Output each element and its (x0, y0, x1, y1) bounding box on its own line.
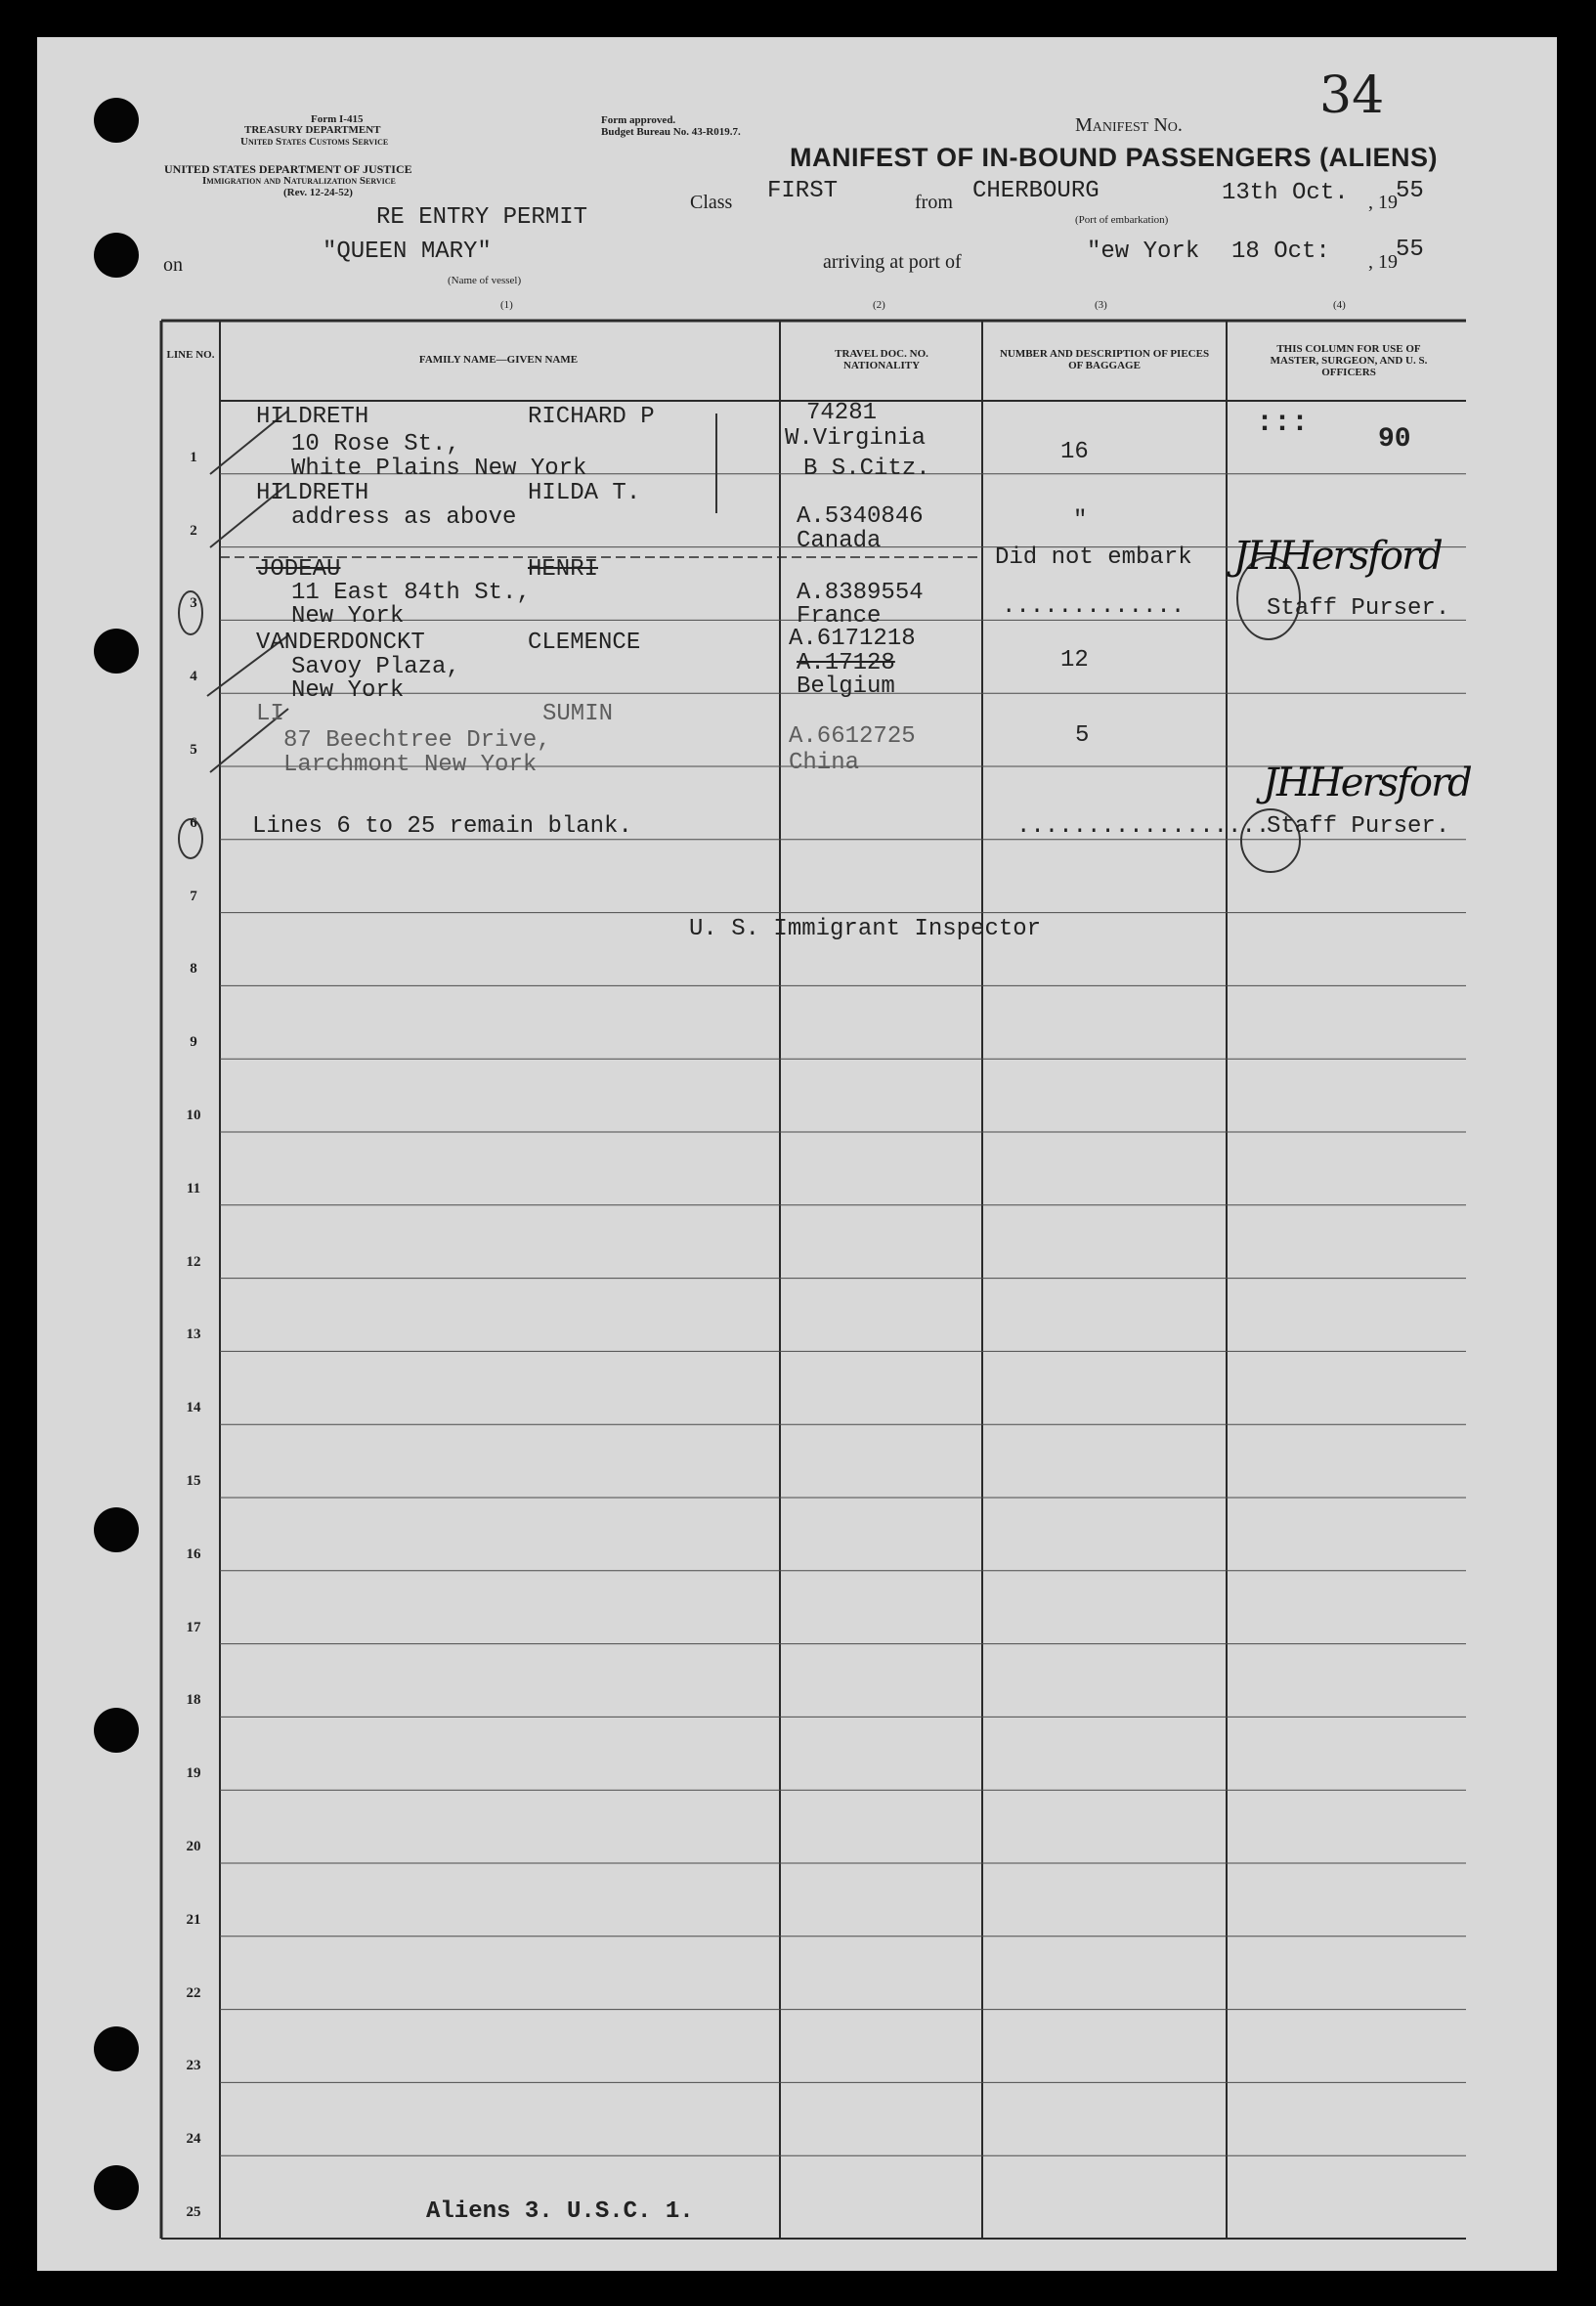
entry-2-bags: " (1073, 507, 1088, 534)
arriving-label: arriving at port of (823, 251, 962, 273)
col-head-officers: THIS COLUMN FOR USE OF MASTER, SURGEON, AND U. S. OFFICERS (1270, 343, 1428, 378)
entry-3-officer: Staff Purser. (1267, 595, 1450, 622)
entry-2-addr1: address as above (291, 504, 517, 531)
line-number: 19 (186, 1765, 201, 1782)
from-label: from (915, 192, 953, 213)
line-number: 21 (186, 1911, 201, 1928)
budget-bureau: Budget Bureau No. 43-R019.7. (601, 126, 741, 138)
entry-3-family: JODEAU (256, 556, 341, 583)
arriving-date: 18 Oct: (1231, 239, 1330, 265)
col-head-name: FAMILY NAME—GIVEN NAME (418, 354, 579, 366)
line-number: 25 (186, 2204, 201, 2220)
arriving-port: "ew York (1087, 239, 1200, 265)
entry-3-nat1: France (797, 603, 882, 630)
entry-4-doc-struck: A.17128 (797, 650, 895, 676)
entry-3-leader: ............. (1002, 593, 1186, 620)
line-number: 7 (190, 888, 197, 904)
entry-1-family: HILDRETH (256, 404, 369, 430)
entry-1-nat1: W.Virginia (785, 425, 927, 452)
col-head-line: LINE NO. (166, 349, 215, 361)
line-number: 10 (186, 1108, 201, 1123)
col-number-2: (2) (873, 299, 885, 311)
entry-5-nat1: China (789, 750, 860, 776)
entry-4-nat1: Belgium (797, 674, 895, 700)
arriving-year: 55 (1396, 237, 1424, 263)
line-number: 24 (186, 2131, 201, 2148)
entry-5-addr1: 87 Beechtree Drive, (283, 727, 551, 754)
vessel-name: "QUEEN MARY" (323, 239, 492, 265)
port-caption: (Port of embarkation) (1075, 214, 1169, 226)
customs-service: United States Customs Service (240, 136, 389, 148)
entry-4-family: VANDERDONCKT (256, 630, 425, 656)
revision: (Rev. 12-24-52) (283, 187, 353, 198)
line6-officer: Staff Purser. (1267, 813, 1450, 840)
entry-1-addr2: White Plains New York (291, 456, 587, 482)
line-number: 18 (186, 1692, 201, 1709)
line-number: 9 (190, 1034, 197, 1051)
line-number: 4 (190, 669, 197, 685)
entry-5-bags: 5 (1075, 722, 1090, 749)
entry-3-given: HENRI (528, 556, 599, 583)
form-approved: Form approved. (601, 114, 676, 126)
line-number: 8 (190, 961, 197, 978)
on-label: on (163, 254, 183, 276)
line6-leader: .................. (1016, 813, 1271, 840)
arriving-year-prefix: , 19 (1368, 251, 1398, 273)
line-number: 5 (190, 742, 197, 758)
entry-3-bags: Did not embark (995, 544, 1192, 571)
line-number: 13 (186, 1327, 201, 1343)
entry-4-addr1: Savoy Plaza, (291, 654, 460, 680)
purser-signature: JHHersford (1263, 761, 1471, 805)
entry-1-bags: 16 (1060, 439, 1089, 465)
col-head-baggage: NUMBER AND DESCRIPTION OF PIECES OF BAGGAGE (999, 348, 1210, 371)
entry-2-doc: A.5340846 (797, 503, 924, 530)
entry-4-given: CLEMENCE (528, 630, 641, 656)
manifest-number: 34 (1319, 66, 1385, 125)
line-number: 3 (190, 595, 197, 612)
ins-service: Immigration and Naturalization Service (202, 175, 396, 187)
line-number: 16 (186, 1545, 201, 1562)
re-entry-permit: RE ENTRY PERMIT (376, 204, 588, 231)
entry-4-bags: 12 (1060, 647, 1089, 674)
entry-2-nat1: Canada (797, 528, 882, 554)
entry-3-doc: A.8389554 (797, 580, 924, 606)
entry-1-officer: 90 (1378, 424, 1411, 455)
entry-3-addr1: 11 East 84th St., (291, 580, 531, 606)
entry-1-officer-marks: ::: (1256, 407, 1310, 440)
form-number: Form I-415 (311, 113, 364, 125)
line-number: 11 (186, 1180, 201, 1197)
line-number: 12 (186, 1253, 201, 1270)
treasury-dept: TREASURY DEPARTMENT (244, 124, 381, 136)
entry-5-given: SUMIN (542, 701, 614, 727)
entry-2-family: HILDRETH (256, 480, 369, 506)
entry-5-doc: A.6612725 (789, 723, 916, 750)
line-number: 17 (186, 1619, 201, 1635)
manifest-no-label: Manifest No. (1075, 114, 1183, 136)
from-date: 13th Oct. (1222, 180, 1349, 206)
entry-4-doc: A.6171218 (789, 626, 916, 652)
entry-2-given: HILDA T. (528, 480, 641, 506)
from-port: CHERBOURG (972, 178, 1100, 204)
col-number-3: (3) (1095, 299, 1107, 311)
line-number: 23 (186, 2058, 201, 2074)
entry-1-addr1: 10 Rose St., (291, 431, 460, 457)
line-number: 2 (190, 522, 197, 539)
from-year-prefix: , 19 (1368, 192, 1398, 213)
entry-1-given: RICHARD P (528, 404, 655, 430)
vessel-caption: (Name of vessel) (448, 275, 522, 286)
purser-signature: JHHersford (1233, 534, 1442, 579)
entry-5-addr2: Larchmont New York (283, 752, 538, 778)
class-value: FIRST (767, 178, 839, 204)
col-number-1: (1) (500, 299, 513, 311)
line-number: 15 (186, 1473, 201, 1489)
line-number: 1 (190, 449, 197, 465)
entry-1-doc: 74281 (806, 400, 878, 426)
from-year: 55 (1396, 178, 1424, 204)
line-number: 14 (186, 1400, 201, 1416)
line-number: 22 (186, 1984, 201, 2001)
line6-note: Lines 6 to 25 remain blank. (252, 813, 632, 840)
manifest-title: MANIFEST OF IN-BOUND PASSENGERS (ALIENS) (790, 143, 1439, 172)
line-number: 6 (190, 814, 197, 831)
col-number-4: (4) (1333, 299, 1346, 311)
line-number: 20 (186, 1839, 201, 1854)
entry-4-addr2: New York (291, 677, 405, 704)
immigrant-inspector: U. S. Immigrant Inspector (689, 916, 1042, 942)
entry-1-nat2: B S.Citz. (803, 456, 930, 482)
aliens-total: Aliens 3. U.S.C. 1. (426, 2198, 694, 2225)
entry-5-family: LI (256, 701, 284, 727)
class-label: Class (690, 192, 733, 213)
col-head-travel: TRAVEL DOC. NO. NATIONALITY (835, 348, 928, 371)
entry-3-addr2: New York (291, 603, 405, 630)
justice-dept: UNITED STATES DEPARTMENT OF JUSTICE (164, 162, 412, 176)
